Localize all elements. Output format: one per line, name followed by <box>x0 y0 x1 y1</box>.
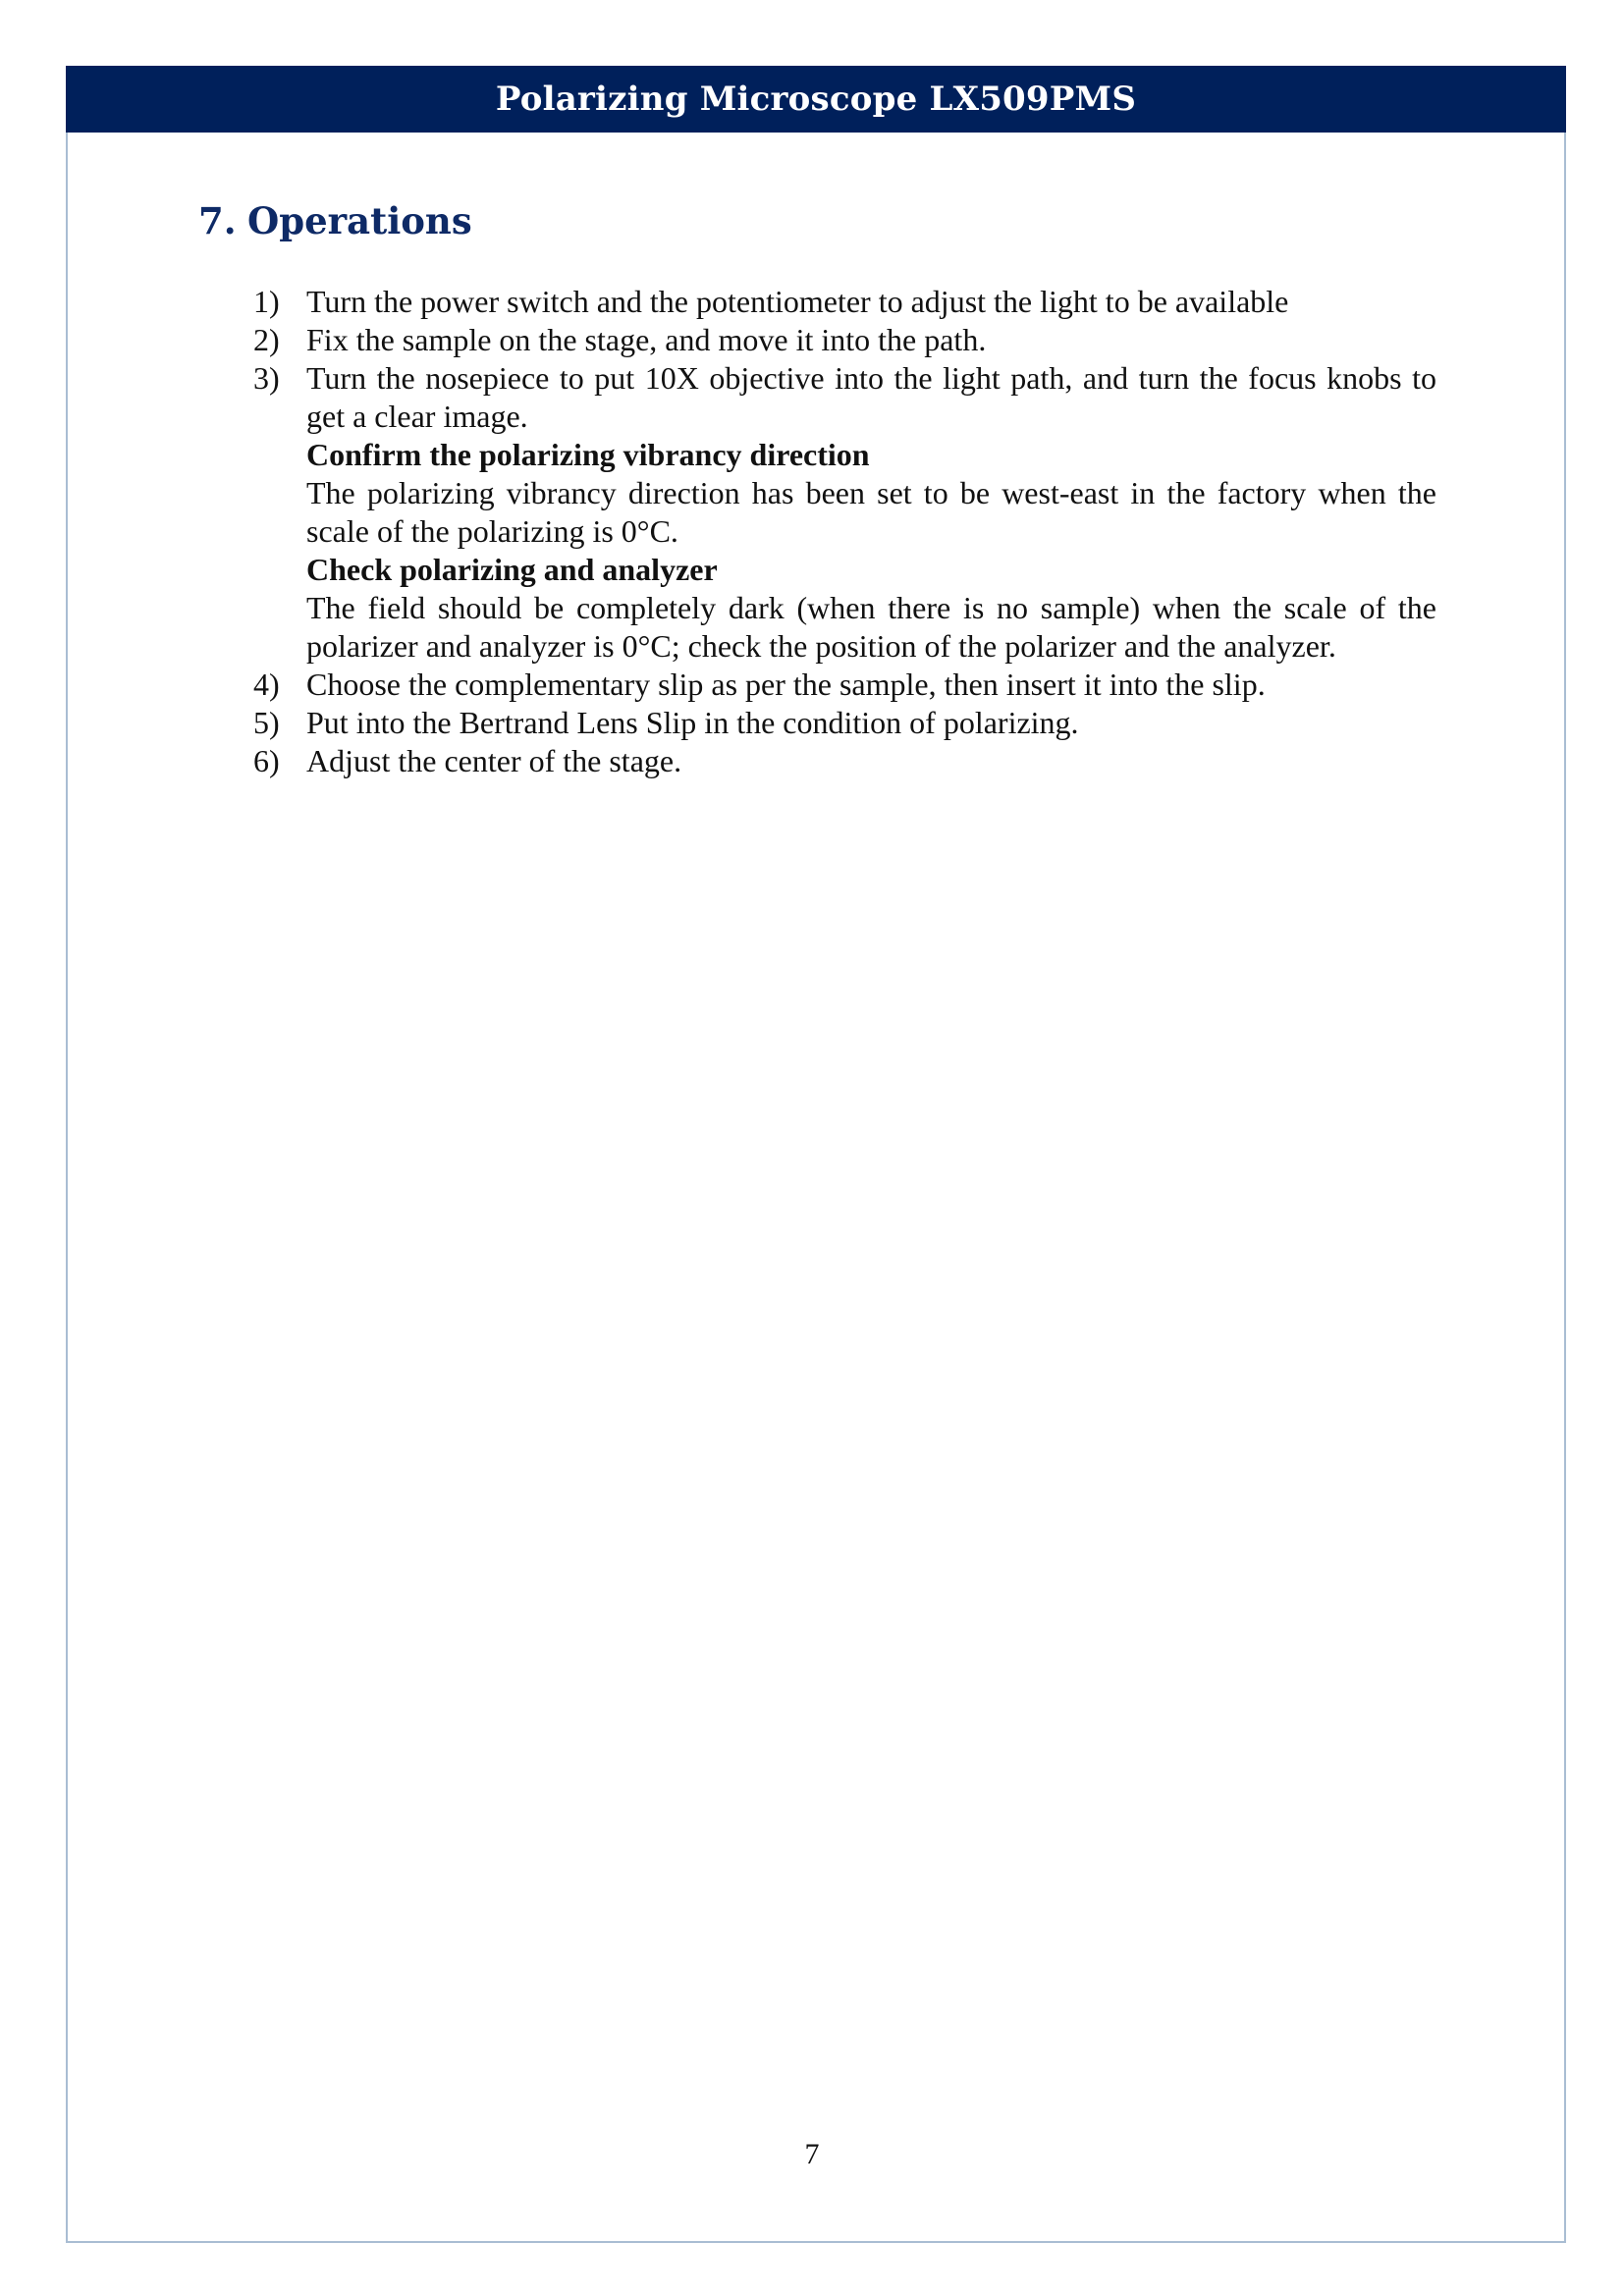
list-item-number: 2) <box>253 322 280 357</box>
list-item-text: Adjust the center of the stage. <box>306 743 682 778</box>
list-item-text: Choose the complementary slip as per the sample, then insert it into the slip. <box>306 667 1266 702</box>
list-item-number: 3) <box>253 360 280 396</box>
list-item <box>253 359 1436 666</box>
list-item-text: Turn the nosepiece to put 10X objective into the light path, and turn the focus knobs to get a clear image. <box>306 360 1436 434</box>
list-item-number: 5) <box>253 705 280 740</box>
list-item <box>253 283 1436 321</box>
list-item <box>253 321 1436 359</box>
operations-list <box>253 283 1436 780</box>
vibrancy-direction-text: The polarizing vibrancy direction has been set to be west-east in the factory when the scale of the polarizing is 0°C. <box>306 475 1436 549</box>
subheading-vibrancy-direction: Confirm the polarizing vibrancy direction <box>306 437 870 472</box>
section-heading <box>198 196 472 245</box>
subheading-polarizing-analyzer: Check polarizing and analyzer <box>306 552 718 587</box>
list-item-number: 4) <box>253 667 280 702</box>
header-bar <box>66 66 1566 133</box>
section-number: 7. <box>198 199 237 242</box>
list-item <box>253 704 1436 742</box>
list-item-text: Fix the sample on the stage, and move it into the path. <box>306 322 987 357</box>
document-title: Polarizing Microscope LX509PMS <box>495 80 1137 119</box>
list-item-number: 6) <box>253 743 280 778</box>
list-item-text: Turn the power switch and the potentiometer to adjust the light to be available <box>306 284 1289 319</box>
list-item-number: 1) <box>253 284 280 319</box>
page-number: 7 <box>804 2138 820 2170</box>
polarizing-analyzer-text: The field should be completely dark (when there is no sample) when the scale of the polarizer and analyzer is 0°C; check the position of the polarizer and the analyzer. <box>306 590 1436 664</box>
list-item-text: Put into the Bertrand Lens Slip in the condition of polarizing. <box>306 705 1079 740</box>
list-item <box>253 742 1436 780</box>
list-item <box>253 666 1436 704</box>
section-title: Operations <box>247 199 472 242</box>
